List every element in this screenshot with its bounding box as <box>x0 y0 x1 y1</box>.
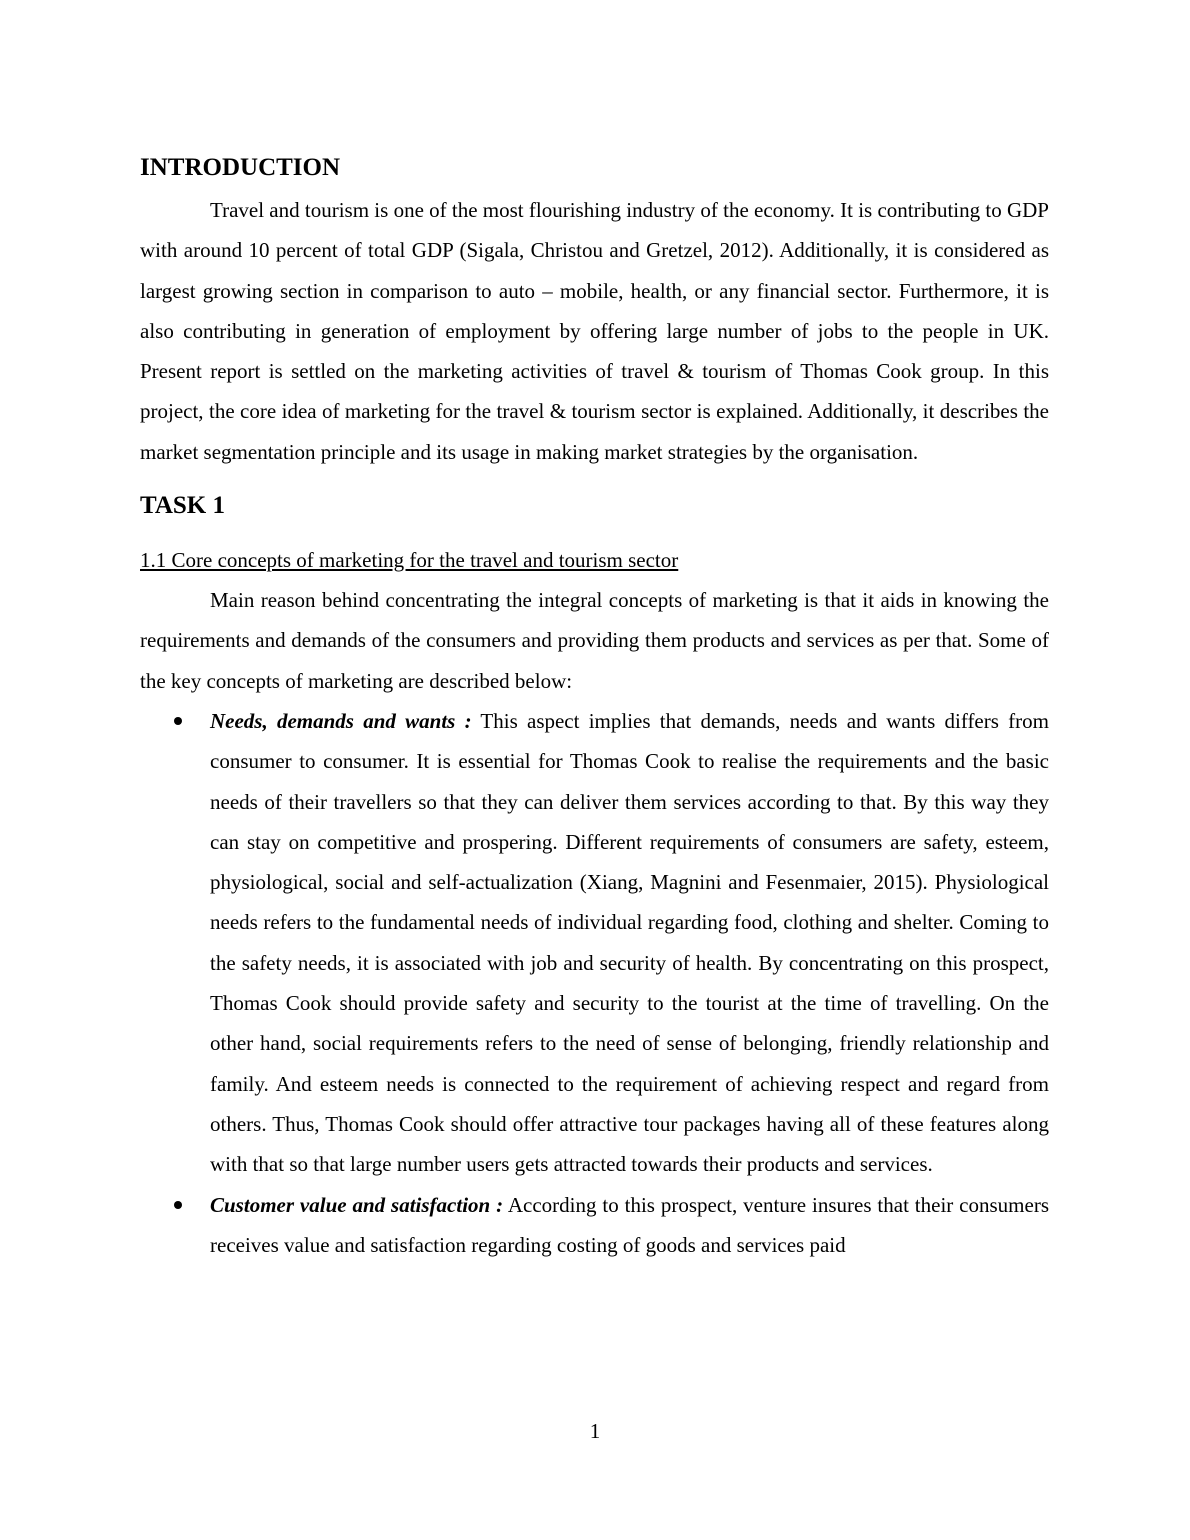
section-1-1-subheading: 1.1 Core concepts of marketing for the travel and tourism sector <box>140 548 679 573</box>
page-number: 1 <box>589 1419 601 1443</box>
list-item <box>140 1185 1049 1266</box>
list-item-term: Customer value and satisfaction : <box>210 1192 504 1217</box>
bullet-icon <box>174 1201 182 1209</box>
list-item-term: Needs, demands and wants : <box>210 708 472 733</box>
introduction-paragraph: Travel and tourism is one of the most flourishing industry of the economy. It is contributing to GDP with around 10 percent of total GDP (Sigala, Christou and Gretzel, 2012). Additionally, it is considered as largest growing section in comparison to auto – mobile, health, or any financial sector. Furthermore, it is also contributing in generation of employment by offering large number of jobs to the people in UK. Present report is settled on the marketing activities of travel & tourism of Thomas Cook group. In this project, the core idea of marketing for the travel & tourism sector is explained. Additionally, it describes the market segmentation principle and its usage in making market strategies by the organisation. <box>140 198 1049 464</box>
task-1-paragraph: Main reason behind concentrating the integral concepts of marketing is that it aids in knowing the requirements and demands of the consumers and providing them products and services as per that. Some of the key concepts of marketing are described below: <box>140 588 1049 693</box>
marketing-concepts-list <box>140 701 1049 1265</box>
task-1-heading: TASK 1 <box>140 492 225 520</box>
list-item <box>140 701 1049 1185</box>
bullet-icon <box>174 717 182 725</box>
document-page <box>140 150 1049 1265</box>
introduction-heading: INTRODUCTION <box>140 154 341 181</box>
list-item-text: This aspect implies that demands, needs and wants differs from consumer to consumer. It is essential for Thomas Cook to realise the requirements and the basic needs of their travellers so that they can deliver them services according to that. By this way they can stay on competitive and prospering. Different requirements of consumers are safety, esteem, physiological, social and self-actualization (Xiang, Magnini and Fesenmaier, 2015). Physiological needs refers to the fundamental needs of individual regarding food, clothing and shelter. Coming to the safety needs, it is associated with job and security of health. By concentrating on this prospect, Thomas Cook should provide safety and security to the tourist at the time of travelling. On the other hand, social requirements refers to the need of sense of belonging, friendly relationship and family. And esteem needs is connected to the requirement of achieving respect and regard from others. Thus, Thomas Cook should offer attractive tour packages having all of these features along with that so that large number users gets attracted towards their products and services. <box>210 708 1049 1177</box>
list-item-text: According to this prospect, venture insures that their consumers receives value and satisfaction regarding costing of goods and services paid <box>210 1192 1049 1257</box>
